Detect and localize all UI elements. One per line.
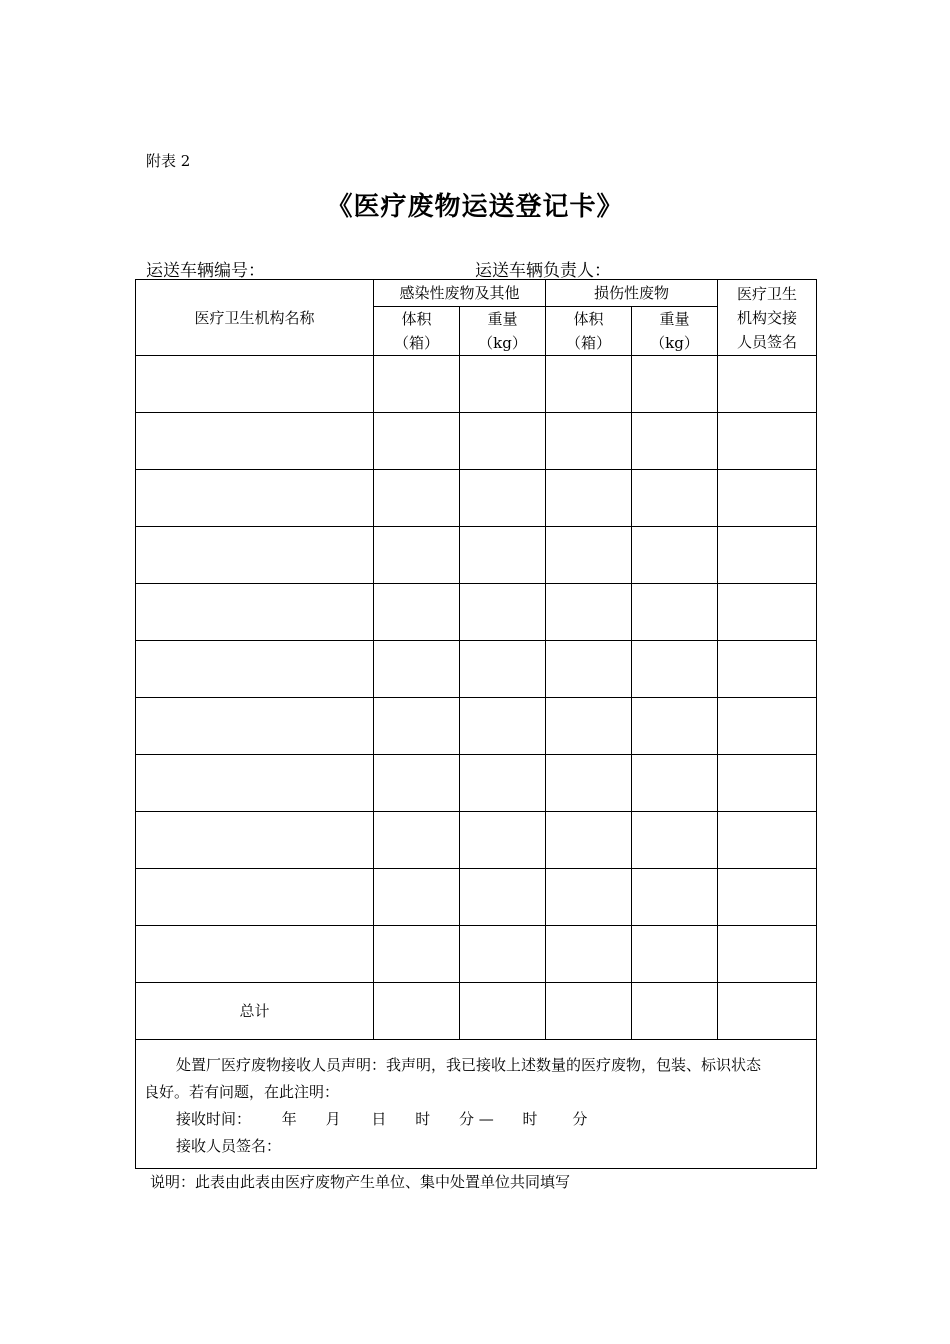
table-row [136,470,817,527]
table-cell[interactable] [460,584,546,641]
table-cell[interactable] [632,926,718,983]
table-cell[interactable] [460,926,546,983]
vehicle-manager-label: 运送车辆负责人： [475,261,611,281]
table-body [136,356,817,983]
table-cell[interactable] [374,698,460,755]
header-signature-line: 人员签名 [737,332,798,351]
table-cell[interactable] [546,584,632,641]
table-cell[interactable] [136,413,374,470]
table-cell[interactable] [632,698,718,755]
total-label: 总计 [136,983,374,1040]
table-row [136,413,817,470]
table-cell[interactable] [136,869,374,926]
header-infectious-volume [374,307,460,356]
table-cell[interactable] [632,812,718,869]
table-cell[interactable] [136,698,374,755]
volume-unit: （箱） [393,334,439,352]
table-cell[interactable] [460,812,546,869]
table-cell[interactable] [632,413,718,470]
table-cell[interactable] [546,812,632,869]
table-cell[interactable] [374,926,460,983]
header-institution-name: 医疗卫生机构名称 [136,280,374,356]
table-cell[interactable] [718,641,817,698]
table-cell[interactable] [718,755,817,812]
receive-time-line [144,1106,808,1133]
table-cell[interactable] [460,869,546,926]
table-cell[interactable] [374,413,460,470]
table-cell[interactable] [546,983,632,1040]
weight-unit: （kg） [650,334,699,352]
table-cell[interactable] [374,755,460,812]
table-cell[interactable] [374,470,460,527]
time-year: 年 [281,1110,297,1128]
table-cell[interactable] [136,641,374,698]
table-cell[interactable] [632,584,718,641]
volume-unit: （箱） [566,334,612,352]
declaration-line: 处置厂医疗废物接收人员声明：我声明，我已接收上述数量的医疗废物，包装、标识状态 [176,1056,762,1074]
table-row [136,812,817,869]
table-cell[interactable] [718,527,817,584]
table-cell[interactable] [460,698,546,755]
table-cell[interactable] [374,584,460,641]
table-cell[interactable] [374,527,460,584]
time-month: 月 [325,1110,341,1128]
table-cell[interactable] [136,470,374,527]
table-cell[interactable] [460,527,546,584]
receiver-signature-label: 接收人员签名： [176,1137,282,1155]
table-cell[interactable] [718,983,817,1040]
weight-unit: （kg） [478,334,527,352]
table-row [136,926,817,983]
table-cell[interactable] [546,755,632,812]
table-cell[interactable] [718,698,817,755]
table-cell[interactable] [460,983,546,1040]
table-cell[interactable] [374,983,460,1040]
table-cell[interactable] [136,755,374,812]
registration-table [135,279,817,1169]
vehicle-number-label: 运送车辆编号： [146,261,265,281]
table-row [136,356,817,413]
table-cell[interactable] [460,755,546,812]
time-minute-end: 分 [572,1110,588,1128]
table-row [136,698,817,755]
table-cell[interactable] [632,869,718,926]
weight-label: 重量 [487,310,518,328]
table-row [136,584,817,641]
table-cell[interactable] [718,470,817,527]
table-cell[interactable] [374,356,460,413]
table-row [136,755,817,812]
header-infectious-waste: 感染性废物及其他 [374,280,546,307]
table-cell[interactable] [632,983,718,1040]
header-signature-line: 机构交接 [737,308,798,327]
table-cell[interactable] [136,356,374,413]
table-cell[interactable] [632,527,718,584]
time-minute: 分 — [458,1110,494,1128]
table-cell[interactable] [546,470,632,527]
table-cell[interactable] [460,413,546,470]
table-cell[interactable] [632,641,718,698]
table-cell[interactable] [374,869,460,926]
table-row [136,527,817,584]
header-sharps-weight [632,307,718,356]
table-cell[interactable] [546,926,632,983]
table-cell[interactable] [374,812,460,869]
table-cell[interactable] [546,641,632,698]
table-cell[interactable] [718,926,817,983]
receiver-declaration [136,1040,817,1169]
table-cell[interactable] [632,755,718,812]
volume-label: 体积 [573,310,604,328]
total-row [136,983,817,1040]
table-cell[interactable] [718,356,817,413]
table-cell[interactable] [546,698,632,755]
volume-label: 体积 [401,310,432,328]
time-hour-end: 时 [522,1110,538,1128]
table-cell[interactable] [136,812,374,869]
appendix-label: 附表 2 [146,152,191,170]
table-cell[interactable] [718,812,817,869]
table-cell[interactable] [460,470,546,527]
table-cell[interactable] [460,356,546,413]
table-row [136,869,817,926]
weight-label: 重量 [659,310,690,328]
footnote: 说明：此表由此表由医疗废物产生单位、集中处置单位共同填写 [150,1173,571,1191]
table-cell[interactable] [374,641,460,698]
header-sharps-waste: 损伤性废物 [546,280,718,307]
header-signature-line: 医疗卫生 [737,284,798,303]
table-cell[interactable] [632,356,718,413]
table-cell[interactable] [718,413,817,470]
declaration-line: 良好。若有问题，在此注明： [144,1083,340,1101]
table-cell[interactable] [546,869,632,926]
table-cell[interactable] [546,527,632,584]
table-cell[interactable] [632,470,718,527]
table-cell[interactable] [136,527,374,584]
header-infectious-weight [460,307,546,356]
header-handover-signature [718,280,817,356]
header-sharps-volume [546,307,632,356]
table-cell[interactable] [718,869,817,926]
time-hour: 时 [415,1110,431,1128]
table-cell[interactable] [136,926,374,983]
table-cell[interactable] [546,356,632,413]
receive-time-label: 接收时间： [176,1110,252,1128]
table-cell[interactable] [718,584,817,641]
table-cell[interactable] [546,413,632,470]
table-cell[interactable] [136,584,374,641]
table-row [136,641,817,698]
form-title: 《医疗废物运送登记卡》 [326,192,624,222]
time-day: 日 [371,1110,387,1128]
table-cell[interactable] [460,641,546,698]
